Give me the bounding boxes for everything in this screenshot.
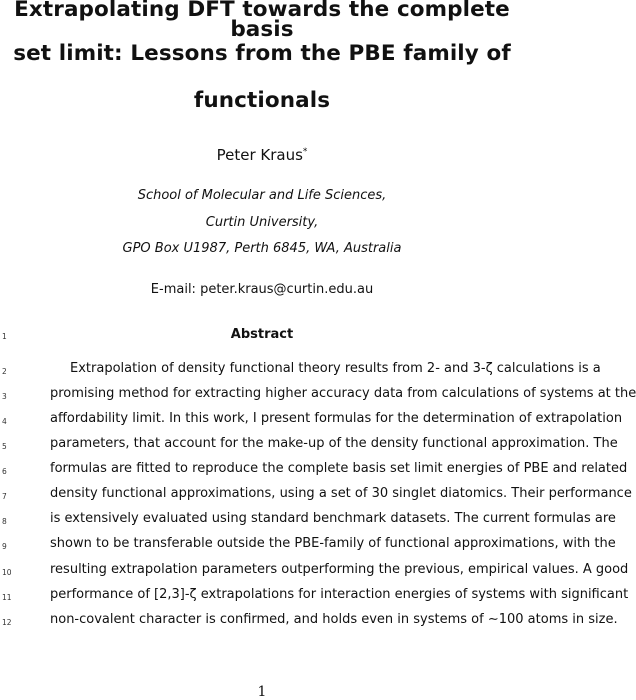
line-number: 6	[2, 467, 7, 476]
line-number: 4	[2, 417, 7, 426]
abstract-line: is extensively evaluated using standard benchmark datasets. The current formulas are	[50, 511, 616, 526]
page-number: 1	[257, 684, 267, 700]
author-name: Peter Kraus	[216, 146, 303, 164]
line-number: 11	[2, 593, 12, 602]
abstract-line: shown to be transferable outside the PBE-family of functional approximations, with the	[50, 536, 616, 551]
abstract-line: promising method for extracting higher accuracy data from calculations of systems at the	[50, 386, 636, 401]
author-email: E-mail: peter.kraus@curtin.edu.au	[150, 282, 374, 297]
paper-title-line-1: Extrapolating DFT towards the complete basis	[14, 0, 510, 42]
abstract-line: performance of [2,3]-ζ extrapolations for interaction energies of systems with significant	[50, 587, 629, 602]
line-number: 9	[2, 542, 7, 551]
abstract-line: affordability limit. In this work, I present formulas for the determination of extrapolation	[50, 411, 623, 426]
abstract-heading: Abstract	[230, 327, 294, 342]
paper-title-line-3: functionals	[193, 88, 331, 113]
abstract-line: parameters, that account for the make-up of the density functional approximation. The	[50, 436, 618, 451]
affiliation-line-2: Curtin University,	[205, 215, 319, 230]
line-number: 1	[2, 332, 7, 341]
line-number: 12	[2, 618, 12, 627]
paper-title-line-2: set limit: Lessons from the PBE family of	[13, 41, 511, 66]
line-number: 8	[2, 517, 7, 526]
line-number: 3	[2, 392, 7, 401]
line-number: 10	[2, 568, 12, 577]
line-number: 5	[2, 442, 7, 451]
author-footnote-mark: *	[302, 147, 308, 157]
abstract-line: formulas are fitted to reproduce the complete basis set limit energies of PBE and related	[50, 461, 628, 476]
affiliation-line-1: School of Molecular and Life Sciences,	[137, 188, 387, 203]
abstract-line: density functional approximations, using a set of 30 singlet diatomics. Their performance	[50, 486, 632, 501]
affiliation-line-3: GPO Box U1987, Perth 6845, WA, Australia	[122, 241, 402, 256]
abstract-line: non-covalent character is confirmed, and holds even in systems of ∼100 atoms in size.	[50, 612, 618, 627]
author-block	[0, 146, 524, 164]
line-number: 2	[2, 367, 7, 376]
abstract-line: Extrapolation of density functional theory results from 2- and 3-ζ calculations is a	[70, 361, 601, 376]
abstract-line: resulting extrapolation parameters outperforming the previous, empirical values. A good	[50, 562, 629, 577]
line-number: 7	[2, 492, 7, 501]
